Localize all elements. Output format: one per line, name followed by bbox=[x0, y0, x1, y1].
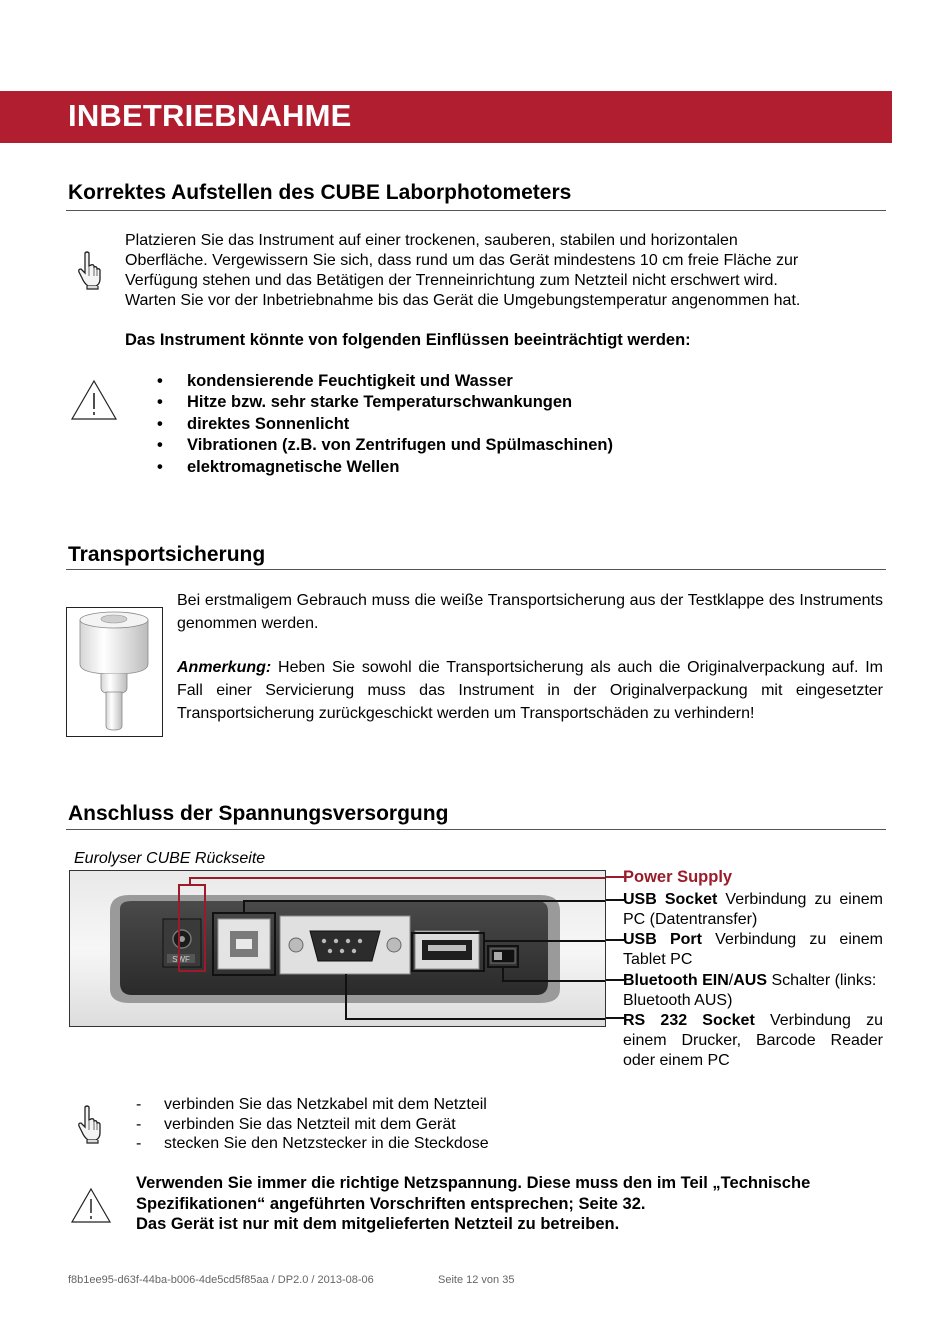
legend-term: USB Socket bbox=[623, 891, 718, 908]
usb-b-port-icon bbox=[218, 919, 270, 969]
power-steps-list bbox=[136, 1095, 489, 1154]
power-jack-icon bbox=[173, 930, 191, 948]
panel-label: SWF bbox=[172, 955, 190, 964]
device-rear-photo bbox=[69, 870, 606, 1027]
section-divider bbox=[66, 210, 886, 211]
usb-a-port-icon bbox=[415, 931, 479, 969]
list-item: - stecken Sie den Netzstecker in die Steckdose bbox=[136, 1134, 489, 1154]
list-item: • Vibrationen (z.B. von Zentrifugen und Spülmaschinen) bbox=[157, 435, 613, 456]
legend-term: USB Port bbox=[623, 931, 702, 948]
image-caption: Eurolyser CUBE Rückseite bbox=[74, 850, 266, 867]
transport-lock-image bbox=[66, 607, 163, 737]
legend-rs232 bbox=[623, 1011, 883, 1072]
footer-page-number: Seite 12 von 35 bbox=[438, 1274, 515, 1286]
list-item: • kondensierende Feuchtigkeit und Wasser bbox=[157, 371, 613, 392]
note-text: Heben Sie sowohl die Transportsicherung als auch die Originalverpackung auf. Im Fall einer Servicierung muss das Instrument in der Originalverpackung mit eingesetzter Transportsicherung zurückgeschickt werden um Transportschäden zu verhindern! bbox=[177, 659, 883, 723]
setup-paragraph bbox=[125, 231, 885, 311]
list-item: - verbinden Sie das Netzkabel mit dem Netzteil bbox=[136, 1095, 489, 1115]
legend-power-supply: Power Supply bbox=[623, 868, 733, 886]
setup-line: Verfügung stehen und das Betätigen der Trenneinrichtung zum Netzteil nicht erschwert wird. bbox=[125, 272, 778, 289]
footer-doc-id: f8b1ee95-d63f-44ba-b006-4de5cd5f85aa / DP2.0 / 2013-08-06 bbox=[68, 1274, 374, 1286]
influences-list bbox=[157, 371, 613, 478]
hand-pointer-icon bbox=[76, 250, 106, 290]
legend-sep: / bbox=[728, 972, 734, 989]
list-item: • elektromagnetische Wellen bbox=[157, 457, 613, 478]
section-heading-power: Anschluss der Spannungsversorgung bbox=[68, 802, 449, 825]
transport-note bbox=[177, 656, 883, 726]
note-label: Anmerkung: bbox=[177, 659, 272, 676]
legend-desc: Verbindung zu einem Tablet PC bbox=[623, 931, 883, 969]
legend-desc: Verbindung zu einem PC (Datentransfer) bbox=[623, 891, 883, 929]
setup-line: Oberfläche. Vergewissern Sie sich, dass rund um das Gerät mindestens 10 cm freie Fläche zur bbox=[125, 252, 799, 269]
legend-term: Bluetooth EIN bbox=[623, 972, 729, 989]
list-item: • Hitze bzw. sehr starke Temperaturschwankungen bbox=[157, 392, 613, 413]
page-title: INBETRIEBNAHME bbox=[68, 98, 352, 133]
setup-line: Warten Sie vor der Inbetriebnahme bis das Gerät die Umgebungstemperatur angenommen hat. bbox=[125, 292, 801, 309]
list-item: • direktes Sonnenlicht bbox=[157, 414, 613, 435]
legend-bluetooth bbox=[623, 971, 883, 1011]
setup-line: Platzieren Sie das Instrument auf einer trockenen, sauberen, stabilen und horizontalen bbox=[125, 232, 738, 249]
legend-usb-port bbox=[623, 930, 883, 970]
section-heading-setup: Korrektes Aufstellen des CUBE Laborphotometers bbox=[68, 181, 572, 204]
bluetooth-switch-icon bbox=[491, 949, 515, 963]
influences-intro: Das Instrument könnte von folgenden Einflüssen beeinträchtigt werden: bbox=[125, 331, 691, 349]
legend-term: AUS bbox=[733, 972, 767, 989]
section-divider bbox=[66, 569, 886, 570]
section-divider bbox=[66, 829, 886, 830]
connector-lines bbox=[606, 870, 624, 1030]
warning-triangle-icon bbox=[70, 1187, 112, 1224]
transport-paragraph: Bei erstmaligem Gebrauch muss die weiße Transportsicherung aus der Testklappe des Instruments genommen werden. bbox=[177, 592, 883, 633]
legend-usb-socket bbox=[623, 890, 883, 930]
section-heading-transport: Transportsicherung bbox=[68, 543, 266, 566]
hand-pointer-icon bbox=[76, 1104, 106, 1144]
legend-desc: Schalter (links: Bluetooth AUS) bbox=[623, 972, 877, 1010]
warning-triangle-icon bbox=[70, 379, 118, 421]
list-item: - verbinden Sie das Netzteil mit dem Gerät bbox=[136, 1115, 489, 1135]
warning-line: Spezifikationen“ angeführten Vorschriften entsprechen; Seite 32. bbox=[136, 1194, 646, 1213]
rs232-port-icon bbox=[280, 916, 410, 974]
warning-line: Verwenden Sie immer die richtige Netzspannung. Diese muss den im Teil „Technische bbox=[136, 1174, 811, 1192]
legend-desc: Verbindung zu einem Drucker, Barcode Reader oder einem PC bbox=[623, 1012, 883, 1070]
warning-line: Das Gerät ist nur mit dem mitgelieferten Netzteil zu betreiben. bbox=[136, 1215, 620, 1233]
legend-term: RS 232 Socket bbox=[623, 1012, 755, 1029]
voltage-warning bbox=[136, 1173, 876, 1235]
